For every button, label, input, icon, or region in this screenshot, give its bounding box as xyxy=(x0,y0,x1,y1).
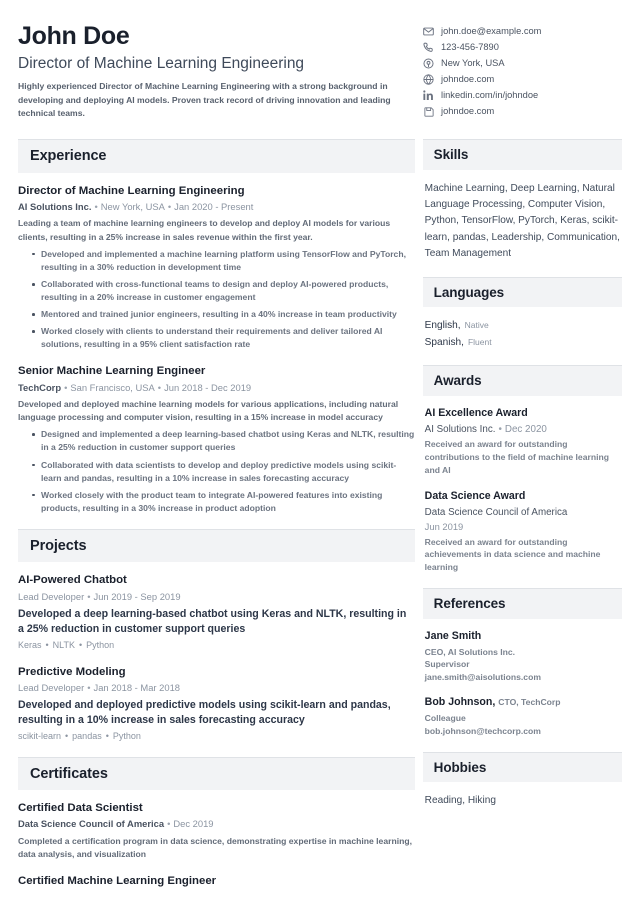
job-meta xyxy=(18,201,415,213)
job-bullet: Worked closely with the product team to integrate AI-powered features into existing products, resulting in a 30% increase in product adoption xyxy=(32,489,415,515)
project-meta xyxy=(18,591,415,603)
project-name: AI-Powered Chatbot xyxy=(18,574,127,587)
project-tag: NLTK xyxy=(52,639,76,650)
project-tag: scikit-learn xyxy=(18,731,62,742)
certificate-date: Dec 2019 xyxy=(173,818,214,830)
section-header-band xyxy=(423,139,622,170)
job-bullet: Mentored and trained junior engineers, resulting in a 40% increase in team productivity xyxy=(32,308,415,321)
section-hobbies xyxy=(423,752,622,809)
project-role: Lead Developer xyxy=(18,681,85,693)
section-title-experience: Experience xyxy=(30,148,107,165)
language-item xyxy=(423,335,622,351)
job-bullet: Developed and implemented a machine learning platform using TensorFlow and PyTorch, resulting in a 30% reduction in development time xyxy=(32,248,415,274)
job-description: Developed and deployed machine learning models for various applications, including natural language processing and computer vision, resulting in a 15% increase in model accuracy xyxy=(18,398,399,423)
job-bullet: Collaborated with cross-functional teams to design and deploy AI-powered products, resulting in a 20% increase in customer engagement xyxy=(32,278,415,304)
meta-separator: • xyxy=(157,381,162,393)
reference-entry xyxy=(423,630,622,684)
meta-separator: • xyxy=(167,818,171,830)
tag-separator: • xyxy=(45,639,49,650)
language-level: Native xyxy=(464,320,489,330)
job-bullet: Designed and implemented a deep learning-based chatbot using Keras and NLTK, resulting in a 25% reduction in customer support queries xyxy=(32,428,415,454)
section-projects xyxy=(18,529,415,743)
certificate-entry xyxy=(18,801,415,861)
reference-name: Bob Johnson, xyxy=(424,696,496,709)
project-tag: pandas xyxy=(72,731,102,742)
section-title-hobbies: Hobbies xyxy=(433,759,487,775)
job-location: San Francisco, USA xyxy=(70,381,155,393)
section-header-band xyxy=(18,139,415,173)
reference-title: CTO, TechCorp xyxy=(498,697,561,708)
reference-email[interactable]: bob.johnson@techcorp.com xyxy=(424,725,541,736)
award-issuer-line xyxy=(425,506,620,519)
job-title: Director of Machine Learning Engineering xyxy=(18,184,245,197)
section-title-skills: Skills xyxy=(433,147,469,163)
envelope-icon xyxy=(422,25,435,37)
main-column xyxy=(18,139,415,902)
award-description: Received an award for outstanding achievements in data science and machine learning xyxy=(424,536,601,573)
section-skills xyxy=(423,139,622,262)
section-references xyxy=(423,588,622,737)
section-header-band xyxy=(423,277,622,308)
contact-portfolio[interactable] xyxy=(422,105,622,118)
headline: Director of Machine Learning Engineering xyxy=(18,54,305,72)
section-header-band xyxy=(423,588,622,619)
contact-portfolio-value: johndoe.com xyxy=(441,106,495,117)
meta-separator: • xyxy=(498,424,502,436)
language-name: Spanish, xyxy=(424,337,464,349)
job-company: TechCorp xyxy=(18,381,62,393)
phone-icon xyxy=(422,41,435,53)
job-description: Leading a team of machine learning engineers to develop and deploy AI models for various clients, resulting in a 25% increase in sales revenue within the first year. xyxy=(18,218,391,242)
job-location: New York, USA xyxy=(100,201,165,213)
project-meta xyxy=(18,682,415,694)
certificate-meta xyxy=(18,818,415,830)
tag-separator: • xyxy=(105,731,109,742)
job-bullet-list xyxy=(18,248,415,351)
certificate-name: Certified Machine Learning Engineer xyxy=(18,875,217,888)
summary-text: Highly experienced Director of Machine Learning Engineering with a strong background in developing and deploying AI models. Proven track record of driving innovation and leading technical teams. xyxy=(18,81,391,118)
project-description: Developed a deep learning-based chatbot using Keras and NLTK, resulting in a 25% reduction in customer support queries xyxy=(18,607,407,635)
section-header-band xyxy=(18,757,415,791)
meta-separator: • xyxy=(167,201,172,213)
contact-email-value: john.doe@example.com xyxy=(441,26,542,36)
reference-entry xyxy=(423,696,622,738)
reference-name: Jane Smith xyxy=(424,629,482,642)
reference-name-row xyxy=(425,696,620,710)
project-tags xyxy=(18,731,415,743)
award-issuer: Data Science Council of America xyxy=(424,507,568,519)
language-level: Fluent xyxy=(467,337,492,348)
meta-separator: • xyxy=(87,681,91,693)
linkedin-icon xyxy=(422,89,435,101)
resume-header xyxy=(0,0,640,121)
tag-separator: • xyxy=(65,731,69,742)
save-disk-icon xyxy=(422,106,435,118)
contact-website[interactable] xyxy=(422,73,622,86)
award-name: Data Science Award xyxy=(424,489,526,502)
contact-location-value: New York, USA xyxy=(441,58,505,69)
skills-list: Machine Learning, Deep Learning, Natural Language Processing, Computer Vision, Python, TensorFlow, PyTorch, Keras, scikit-learn, pandas, Leadership, Communication, Team Management xyxy=(424,182,620,260)
job-bullet-list xyxy=(18,428,415,514)
award-issuer: AI Solutions Inc. xyxy=(424,424,496,436)
section-header-band xyxy=(423,365,622,396)
project-description: Developed and deployed predictive models using scikit-learn and pandas, resulting in a 10% increase in sales forecasting accuracy xyxy=(18,698,391,726)
contact-linkedin-value: linkedin.com/in/johndoe xyxy=(441,90,539,101)
project-entry xyxy=(18,573,415,651)
contact-list xyxy=(422,22,622,121)
section-header-band xyxy=(18,529,415,563)
award-name: AI Excellence Award xyxy=(424,406,528,419)
contact-phone-value: 123-456-7890 xyxy=(441,42,499,53)
hobbies-list: Reading, Hiking xyxy=(424,795,496,807)
award-date: Jun 2019 xyxy=(424,521,464,533)
job-dates: Jun 2018 - Dec 2019 xyxy=(164,381,252,393)
project-dates: Jan 2018 - Mar 2018 xyxy=(93,681,181,693)
certificate-entry xyxy=(18,874,415,888)
reference-email[interactable]: jane.smith@aisolutions.com xyxy=(424,672,541,683)
meta-separator: • xyxy=(94,201,98,213)
reference-title: CEO, AI Solutions Inc. xyxy=(424,646,516,657)
header-identity xyxy=(18,22,418,120)
section-title-certificates: Certificates xyxy=(30,765,108,782)
globe-icon xyxy=(422,73,435,85)
project-role: Lead Developer xyxy=(18,590,85,602)
project-tags xyxy=(18,640,415,652)
award-entry xyxy=(423,407,622,477)
section-title-languages: Languages xyxy=(433,284,505,300)
language-name: English, xyxy=(424,320,461,331)
job-bullet: Collaborated with data scientists to develop and deploy predictive models using scikit-learn and pandas, resulting in a 10% increase in sales forecasting accuracy xyxy=(32,459,415,485)
job-bullet: Worked closely with clients to understand their requirements and deliver tailored AI solutions, resulting in a 95% client satisfaction rate xyxy=(32,325,415,351)
project-tag: Python xyxy=(112,731,141,742)
contact-email[interactable] xyxy=(422,25,622,38)
award-meta xyxy=(425,423,620,436)
language-item xyxy=(423,318,622,334)
project-dates: Jun 2019 - Sep 2019 xyxy=(93,590,181,602)
section-header-band xyxy=(423,752,622,783)
job-dates: Jan 2020 - Present xyxy=(174,201,254,213)
contact-location xyxy=(422,57,622,70)
sidebar-column xyxy=(423,139,622,902)
award-entry xyxy=(423,490,622,574)
job-title: Senior Machine Learning Engineer xyxy=(18,365,206,378)
section-awards xyxy=(423,365,622,574)
resume-body xyxy=(0,139,640,902)
reference-relation: Colleague xyxy=(424,712,466,723)
contact-website-value: johndoe.com xyxy=(441,74,495,85)
project-tag: Keras xyxy=(18,639,42,650)
experience-entry xyxy=(18,364,415,514)
experience-entry xyxy=(18,184,415,352)
award-description: Received an award for outstanding contributions to the field of machine learning and AI xyxy=(424,439,609,476)
certificate-description: Completed a certification program in data science, demonstrating expertise in machine learning, data analysis, and visualization xyxy=(18,835,412,859)
project-entry xyxy=(18,665,415,743)
award-date: Dec 2020 xyxy=(504,424,547,436)
section-title-references: References xyxy=(433,596,506,612)
certificate-issuer: Data Science Council of America xyxy=(18,818,165,830)
contact-phone[interactable] xyxy=(422,41,622,54)
section-experience xyxy=(18,139,415,515)
section-certificates xyxy=(18,757,415,889)
page-title: John Doe xyxy=(18,22,130,50)
job-meta xyxy=(18,382,415,394)
tag-separator: • xyxy=(79,639,83,650)
section-title-awards: Awards xyxy=(433,373,482,389)
project-name: Predictive Modeling xyxy=(18,665,126,678)
meta-separator: • xyxy=(87,590,91,602)
location-pin-icon xyxy=(422,57,435,69)
meta-separator: • xyxy=(64,381,68,393)
project-tag: Python xyxy=(86,639,115,650)
contact-linkedin[interactable] xyxy=(422,89,622,102)
reference-relation: Supervisor xyxy=(424,659,470,670)
job-company: AI Solutions Inc. xyxy=(18,201,92,213)
section-languages xyxy=(423,277,622,352)
certificate-name: Certified Data Scientist xyxy=(18,802,143,815)
section-title-projects: Projects xyxy=(30,537,87,554)
